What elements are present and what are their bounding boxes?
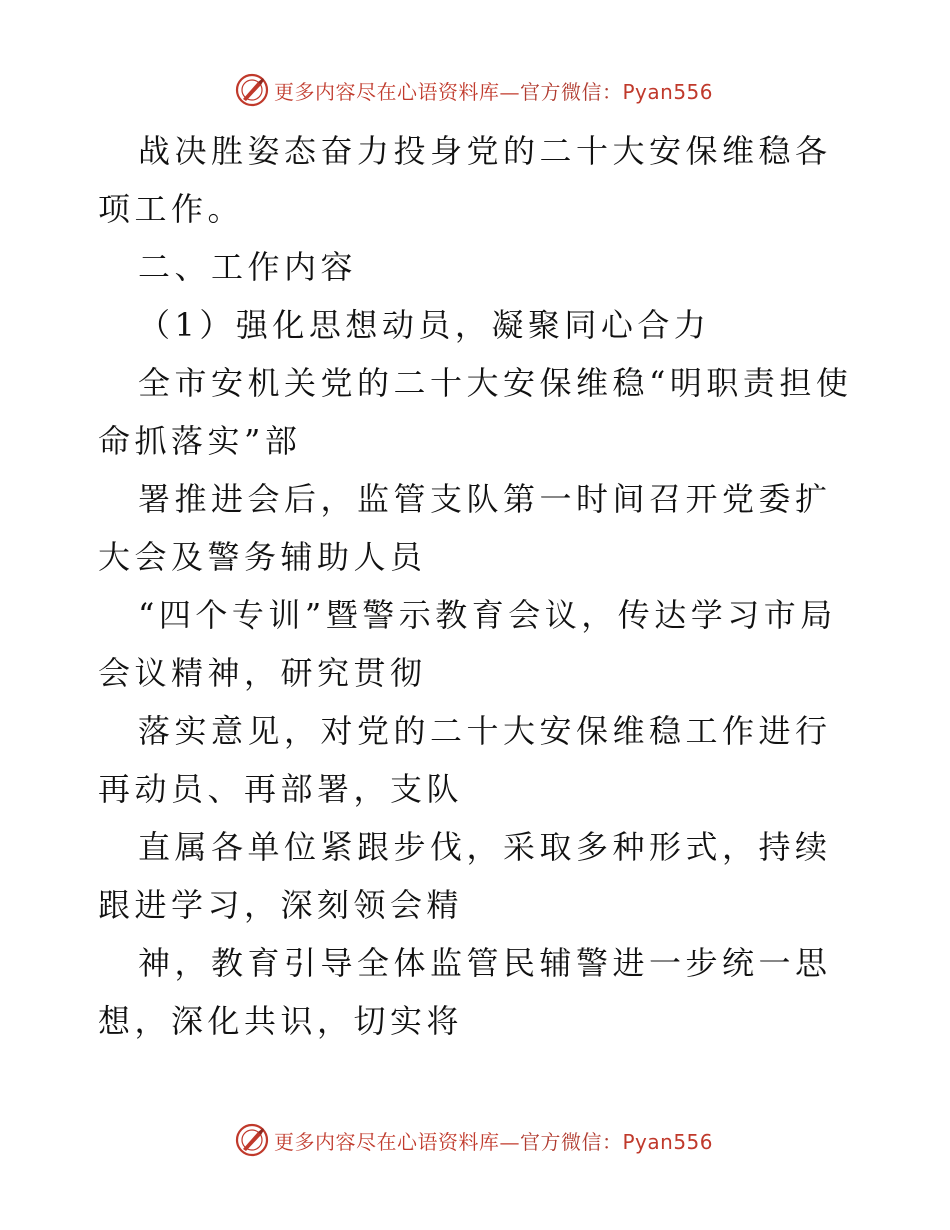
quill-circle-logo-icon xyxy=(234,72,270,108)
paragraph-line-6: 神，教育引导全体监管民辅警进一步统一思想，深化共识，切实将 xyxy=(98,944,832,1040)
paragraph-line-2: 署推进会后，监管支队第一时间召开党委扩大会及警务辅助人员 xyxy=(98,480,832,576)
footer-wechat-id: Pyan556 xyxy=(622,1129,714,1154)
section-heading: 二、工作内容 xyxy=(138,248,358,286)
header-banner-dash: — xyxy=(499,79,520,104)
paragraph-line-3: “四个专训”暨警示教育会议，传达学习市局会议精神，研究贯彻 xyxy=(98,596,837,692)
paragraph-line-1: 全市安机关党的二十大安保维稳“明职责担使命抓落实”部 xyxy=(98,364,853,460)
paragraph-1: 战决胜姿态奋力投身党的二十大安保维稳各项工作。 xyxy=(98,132,832,228)
header-wechat-label: 官方微信： xyxy=(520,79,623,104)
footer-banner xyxy=(234,1122,713,1158)
paragraph-line-5: 直属各单位紧跟步伐，采取多种形式，持续跟进学习，深刻领会精 xyxy=(98,828,832,924)
header-banner-text xyxy=(274,76,713,105)
header-wechat-id: Pyan556 xyxy=(622,79,714,104)
header-banner xyxy=(234,72,713,108)
footer-banner-slogan: 更多内容尽在心语资料库 xyxy=(274,1129,500,1154)
header-banner-slogan: 更多内容尽在心语资料库 xyxy=(274,79,500,104)
document-body xyxy=(98,122,858,1050)
footer-wechat-label: 官方微信： xyxy=(520,1129,623,1154)
quill-circle-logo-icon xyxy=(234,1122,270,1158)
footer-banner-text xyxy=(274,1126,713,1155)
paragraph-line-4: 落实意见，对党的二十大安保维稳工作进行再动员、再部署，支队 xyxy=(98,712,832,808)
subsection-heading: （1）强化思想动员，凝聚同心合力 xyxy=(138,306,711,344)
footer-banner-dash: — xyxy=(499,1129,520,1154)
